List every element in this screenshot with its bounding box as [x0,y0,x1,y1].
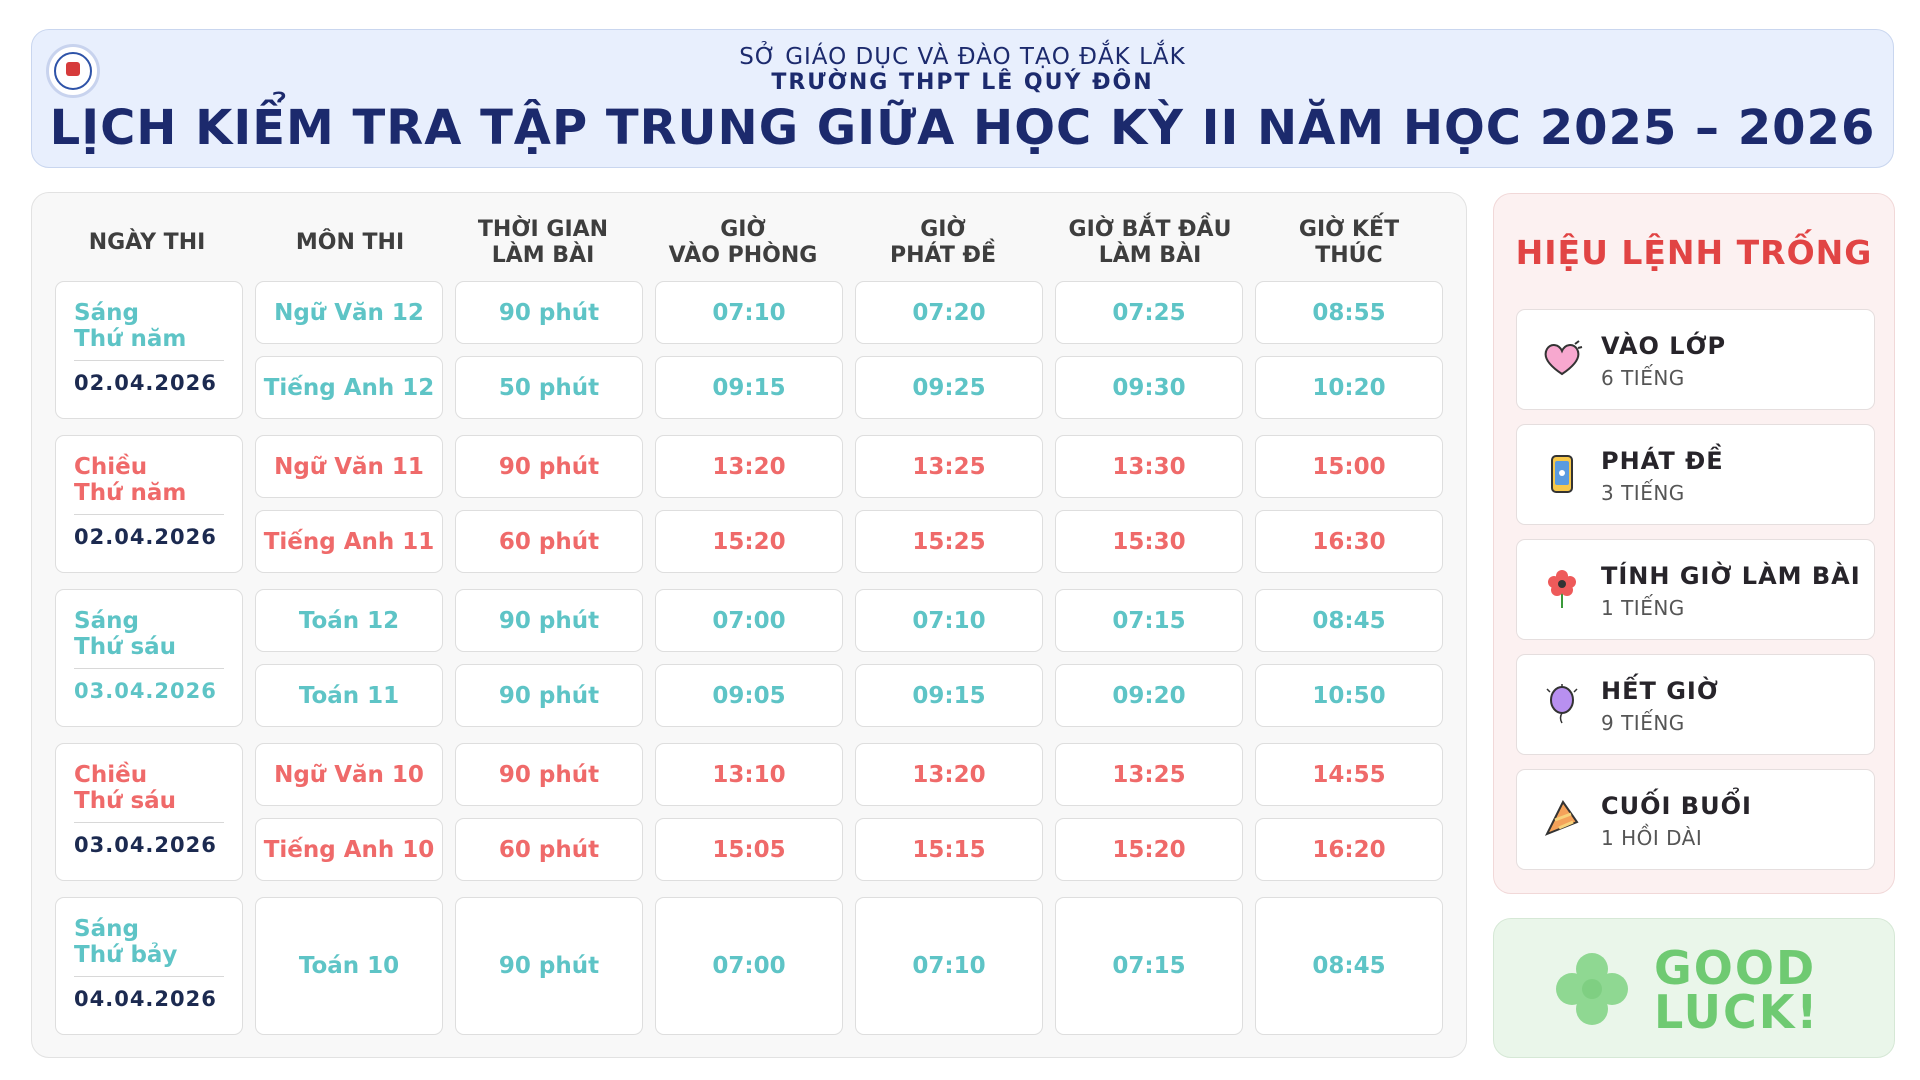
flower-icon [1541,568,1583,610]
column-header: NGÀY THI [88,229,206,255]
day-card [55,743,243,881]
exam-room-cell: 07:00 [655,897,843,1035]
drum-signal-item [1516,424,1875,525]
day-date: 02.04.2026 [74,525,217,550]
balloon-icon [1541,683,1583,725]
day-card [55,589,243,727]
exam-end-cell: 10:50 [1255,664,1443,727]
drum-signal-count: 6 TIẾNG [1601,366,1685,390]
exam-start-cell: 07:15 [1055,589,1243,652]
exam-subject-cell: Toán 10 [255,897,443,1035]
drum-signal-item [1516,309,1875,410]
day-divider [74,360,224,362]
exam-paper-cell: 07:20 [855,281,1043,344]
drum-signal-label: TÍNH GIỜ LÀM BÀI [1601,562,1861,590]
exam-subject-cell: Toán 11 [255,664,443,727]
exam-room-cell: 13:20 [655,435,843,498]
exam-subject-cell: Ngữ Văn 10 [255,743,443,806]
day-date: 03.04.2026 [74,679,217,704]
day-date: 02.04.2026 [74,371,217,396]
day-date: 03.04.2026 [74,833,217,858]
exam-paper-cell: 07:10 [855,897,1043,1035]
exam-end-cell: 08:45 [1255,897,1443,1035]
exam-start-cell: 15:20 [1055,818,1243,881]
exam-paper-cell: 07:10 [855,589,1043,652]
good-luck-text [1654,941,1820,1039]
exam-start-cell: 13:25 [1055,743,1243,806]
day-weekday: Thứ năm [74,326,187,353]
day-divider [74,976,224,978]
exam-duration-cell: 90 phút [455,589,643,652]
exam-room-cell: 07:10 [655,281,843,344]
day-weekday: Thứ bảy [74,942,178,969]
column-header: MÔN THI [295,229,405,255]
drum-signal-label: CUỐI BUỔI [1601,792,1752,820]
department-name: SỞ GIÁO DỤC VÀ ĐÀO TẠO ĐẮK LẮK [739,44,1186,70]
good-luck-panel [1493,918,1895,1058]
exam-duration-cell: 90 phút [455,435,643,498]
exam-end-cell: 15:00 [1255,435,1443,498]
exam-room-cell: 13:10 [655,743,843,806]
day-weekday: Thứ năm [74,480,187,507]
exam-paper-cell: 09:25 [855,356,1043,419]
drum-signal-label: VÀO LỚP [1601,332,1727,360]
exam-end-cell: 16:30 [1255,510,1443,573]
exam-duration-cell: 90 phút [455,664,643,727]
day-session: Sáng [74,916,139,942]
day-weekday: Thứ sáu [74,788,177,815]
exam-room-cell: 09:15 [655,356,843,419]
exam-duration-cell: 50 phút [455,356,643,419]
exam-end-cell: 08:45 [1255,589,1443,652]
drum-signal-label: PHÁT ĐỀ [1601,447,1724,475]
heart-icon [1541,338,1583,380]
exam-paper-cell: 09:15 [855,664,1043,727]
good-luck-line1: GOOD [1654,941,1817,995]
page-title: LỊCH KIỂM TRA TẬP TRUNG GIỮA HỌC KỲ II NĂM HỌC 2025 – 2026 [49,100,1876,156]
exam-paper-cell: 13:20 [855,743,1043,806]
school-name: TRƯỜNG THPT LÊ QUÝ ĐÔN [771,70,1154,95]
exam-start-cell: 13:30 [1055,435,1243,498]
exam-room-cell: 15:20 [655,510,843,573]
exam-paper-cell: 13:25 [855,435,1043,498]
exam-paper-cell: 15:25 [855,510,1043,573]
exam-duration-cell: 90 phút [455,281,643,344]
drum-signal-count: 1 TIẾNG [1601,596,1685,620]
column-header: GIỜ VÀO PHÒNG [668,216,818,268]
exam-start-cell: 07:25 [1055,281,1243,344]
exam-start-cell: 07:15 [1055,897,1243,1035]
exam-room-cell: 09:05 [655,664,843,727]
exam-end-cell: 10:20 [1255,356,1443,419]
column-header: GIỜ KẾT THÚC [1298,216,1400,268]
drum-signal-item [1516,539,1875,640]
exam-subject-cell: Ngữ Văn 11 [255,435,443,498]
exam-duration-cell: 60 phút [455,510,643,573]
drum-signals-title: HIỆU LỆNH TRỐNG [1515,233,1873,272]
drum-signals-panel [1493,193,1895,894]
drum-signal-count: 9 TIẾNG [1601,711,1685,735]
exam-subject-cell: Ngữ Văn 12 [255,281,443,344]
exam-duration-cell: 90 phút [455,897,643,1035]
day-card [55,897,243,1035]
drum-signal-item [1516,769,1875,870]
exam-start-cell: 15:30 [1055,510,1243,573]
day-date: 04.04.2026 [74,987,217,1012]
exam-paper-cell: 15:15 [855,818,1043,881]
day-session: Chiều [74,762,148,788]
exam-subject-cell: Tiếng Anh 11 [255,510,443,573]
drum-signal-count: 1 HỒI DÀI [1601,826,1703,850]
exam-start-cell: 09:20 [1055,664,1243,727]
exam-end-cell: 16:20 [1255,818,1443,881]
exam-subject-cell: Tiếng Anh 12 [255,356,443,419]
day-divider [74,668,224,670]
day-session: Sáng [74,300,139,326]
exam-start-cell: 09:30 [1055,356,1243,419]
exam-subject-cell: Tiếng Anh 10 [255,818,443,881]
day-card [55,435,243,573]
day-session: Sáng [74,608,139,634]
drum-signal-label: HẾT GIỜ [1601,677,1719,705]
exam-subject-cell: Toán 12 [255,589,443,652]
day-weekday: Thứ sáu [74,634,177,661]
column-header: GIỜ BẮT ĐẦU LÀM BÀI [1068,216,1232,268]
exam-room-cell: 07:00 [655,589,843,652]
header-banner [31,29,1894,168]
day-card [55,281,243,419]
exam-end-cell: 14:55 [1255,743,1443,806]
exam-end-cell: 08:55 [1255,281,1443,344]
party-hat-icon [1541,798,1583,840]
exam-room-cell: 15:05 [655,818,843,881]
column-header: THỜI GIAN LÀM BÀI [477,216,609,268]
exam-duration-cell: 60 phút [455,818,643,881]
exam-schedule-table [31,192,1467,1058]
phone-icon [1541,453,1583,495]
drum-signal-count: 3 TIẾNG [1601,481,1685,505]
column-header: GIỜ PHÁT ĐỀ [890,216,996,268]
day-session: Chiều [74,454,148,480]
drum-signal-item [1516,654,1875,755]
clover-icon [1552,949,1632,1029]
good-luck-line2: LUCK! [1654,984,1820,1039]
day-divider [74,514,224,516]
exam-duration-cell: 90 phút [455,743,643,806]
day-divider [74,822,224,824]
